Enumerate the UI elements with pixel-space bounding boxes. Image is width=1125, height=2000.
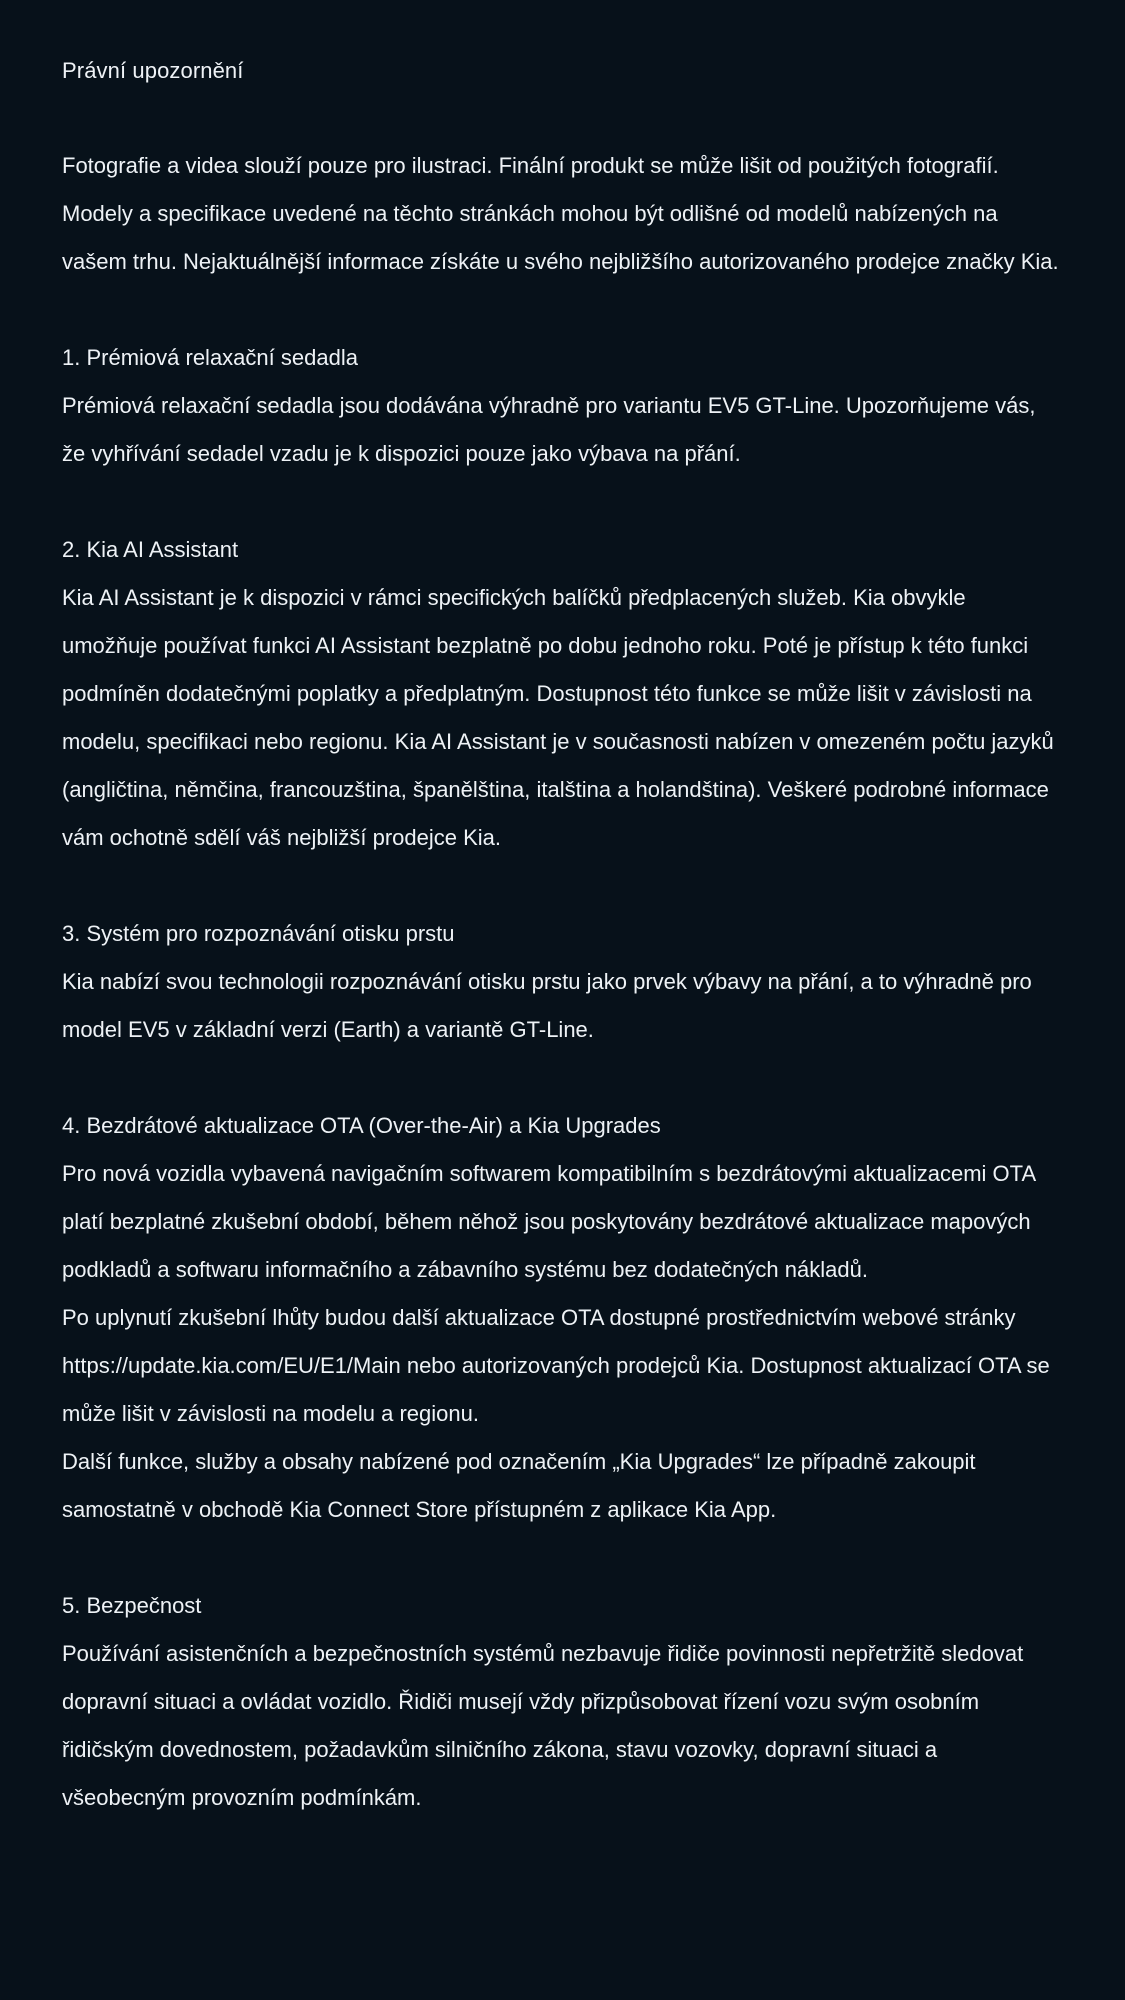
section-ota-updates — [62, 1102, 1063, 1534]
section-paragraph: Kia AI Assistant je k dispozici v rámci specifických balíčků předplacených služeb. Kia obvykle umožňuje používat funkci AI Assistant bezplatně po dobu jednoho roku. Poté je přístup k této funkci podmíněn dodatečnými poplatky a předplatným. Dostupnost této funkce se může lišit v závislosti na modelu, specifikaci nebo regionu. Kia AI Assistant je v současnosti nabízen v omezeném počtu jazyků (angličtina, němčina, francouzština, španělština, italština a holandština). Veškeré podrobné informace vám ochotně sdělí váš nejbližší prodejce Kia. — [62, 585, 1054, 850]
section-premium-seats — [62, 334, 1063, 478]
page-title: Právní upozornění — [62, 58, 244, 83]
section-title: 1. Prémiová relaxační sedadla — [62, 345, 358, 370]
intro-block — [62, 142, 1063, 286]
section-title: 5. Bezpečnost — [62, 1593, 202, 1618]
section-title: 2. Kia AI Assistant — [62, 537, 239, 562]
section-paragraph: Kia nabízí svou technologii rozpoznávání otisku prstu jako prvek výbavy na přání, a to výhradně pro model EV5 v základní verzi (Earth) a variantě GT-Line. — [62, 969, 1032, 1042]
section-paragraph: Další funkce, služby a obsahy nabízené pod označením „Kia Upgrades“ lze případně zakoupit samostatně v obchodě Kia Connect Store přístupném z aplikace Kia App. — [62, 1449, 976, 1522]
intro-text: Fotografie a videa slouží pouze pro ilustraci. Finální produkt se může lišit od použitých fotografií. Modely a specifikace uvedené na těchto stránkách mohou být odlišné od modelů nabízených na vašem trhu. Nejaktuálnější informace získáte u svého nejbližšího autorizovaného prodejce značky Kia. — [62, 153, 1059, 274]
section-title: 3. Systém pro rozpoznávání otisku prstu — [62, 921, 455, 946]
section-ai-assistant — [62, 526, 1063, 862]
section-safety — [62, 1582, 1063, 1822]
section-fingerprint — [62, 910, 1063, 1054]
section-paragraph: Po uplynutí zkušební lhůty budou další aktualizace OTA dostupné prostřednictvím webové stránky https://update.kia.com/EU/E1/Main nebo autorizovaných prodejců Kia. Dostupnost aktualizací OTA se může lišit v závislosti na modelu a regionu. — [62, 1305, 1050, 1426]
section-title: 4. Bezdrátové aktualizace OTA (Over-the-Air) a Kia Upgrades — [62, 1113, 661, 1138]
section-paragraph: Používání asistenčních a bezpečnostních systémů nezbavuje řidiče povinnosti nepřetržitě sledovat dopravní situaci a ovládat vozidlo. Řidiči musejí vždy přizpůsobovat řízení vozu svým osobním řidičským dovednostem, požadavkům silničního zákona, stavu vozovky, dopravní situaci a všeobecným provozním podmínkám. — [62, 1641, 1024, 1810]
section-paragraph: Pro nová vozidla vybavená navigačním softwarem kompatibilním s bezdrátovými aktualizacemi OTA platí bezplatné zkušební období, během něhož jsou poskytovány bezdrátové aktualizace mapových podkladů a softwaru informačního a zábavního systému bez dodatečných nákladů. — [62, 1161, 1035, 1282]
section-paragraph: Prémiová relaxační sedadla jsou dodávána výhradně pro variantu EV5 GT-Line. Upozorňujeme vás, že vyhřívání sedadel vzadu je k dispozici pouze jako výbava na přání. — [62, 393, 1036, 466]
